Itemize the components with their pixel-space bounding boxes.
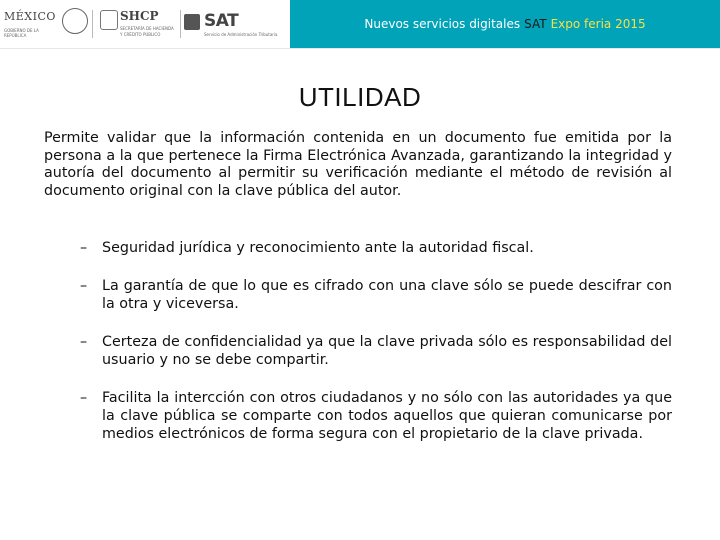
bullet-dash: –: [80, 390, 88, 406]
header: [0, 0, 720, 49]
mexico-logo-text: MÉXICO: [4, 10, 56, 23]
list-item: [44, 333, 672, 369]
intro-paragraph: Permite validar que la información contenida en un documento fue emitida por la persona a la que pertenece la Firma Electrónica Avanzada, garantizando la integridad y autoría del documento al permitir su verificación mediante el método de revisión al documento original con la clave pública del autor.: [44, 130, 672, 199]
bullet-text: Certeza de confidencialidad ya que la clave privada sólo es responsabilidad del usuario y no se debe compartir.: [102, 334, 672, 368]
national-seal-icon: [62, 8, 88, 34]
shcp-logo-subtitle: SECRETARÍA DE HACIENDA Y CRÉDITO PÚBLICO: [120, 26, 174, 37]
list-item: [44, 389, 672, 443]
bullet-text: Facilita la intercción con otros ciudadanos y no sólo con las autoridades ya que la clave pública se comparte con todos aquellos que quieran comunicarse por medios electrónicos de forma segura con el propietario de la clave privada.: [102, 390, 672, 442]
shcp-logo-text: SHCP: [120, 9, 159, 23]
banner-text-expo: Expo feria 2015: [550, 17, 646, 31]
list-item: [44, 239, 672, 257]
header-banner: [290, 0, 720, 48]
bullet-text: Seguridad jurídica y reconocimiento ante la autoridad fiscal.: [102, 240, 534, 256]
bullet-text: La garantía de que lo que es cifrado con una clave sólo se puede descifrar con la otra y viceversa.: [102, 278, 672, 312]
sat-mark-icon: [184, 14, 200, 30]
shcp-logo: [96, 6, 176, 42]
shcp-emblem-icon: [100, 10, 118, 30]
bullet-dash: –: [80, 334, 88, 350]
sat-logo-subtitle: Servicio de Administración Tributaria: [204, 32, 278, 37]
mexico-logo: [4, 6, 88, 42]
banner-text-sat: SAT: [524, 17, 547, 31]
banner-text-services: Nuevos servicios digitales: [364, 17, 521, 31]
mexico-logo-subtitle: GOBIERNO DE LA REPÚBLICA: [4, 28, 39, 38]
bullet-list: [44, 239, 672, 463]
sat-logo: [184, 6, 288, 42]
logo-divider: [180, 10, 181, 38]
page-title: UTILIDAD: [298, 82, 422, 112]
bullet-dash: –: [80, 240, 88, 256]
logo-strip: [0, 0, 290, 48]
sat-logo-text: SAT: [204, 11, 239, 31]
logo-divider: [92, 10, 93, 38]
list-item: [44, 277, 672, 313]
bullet-dash: –: [80, 278, 88, 294]
